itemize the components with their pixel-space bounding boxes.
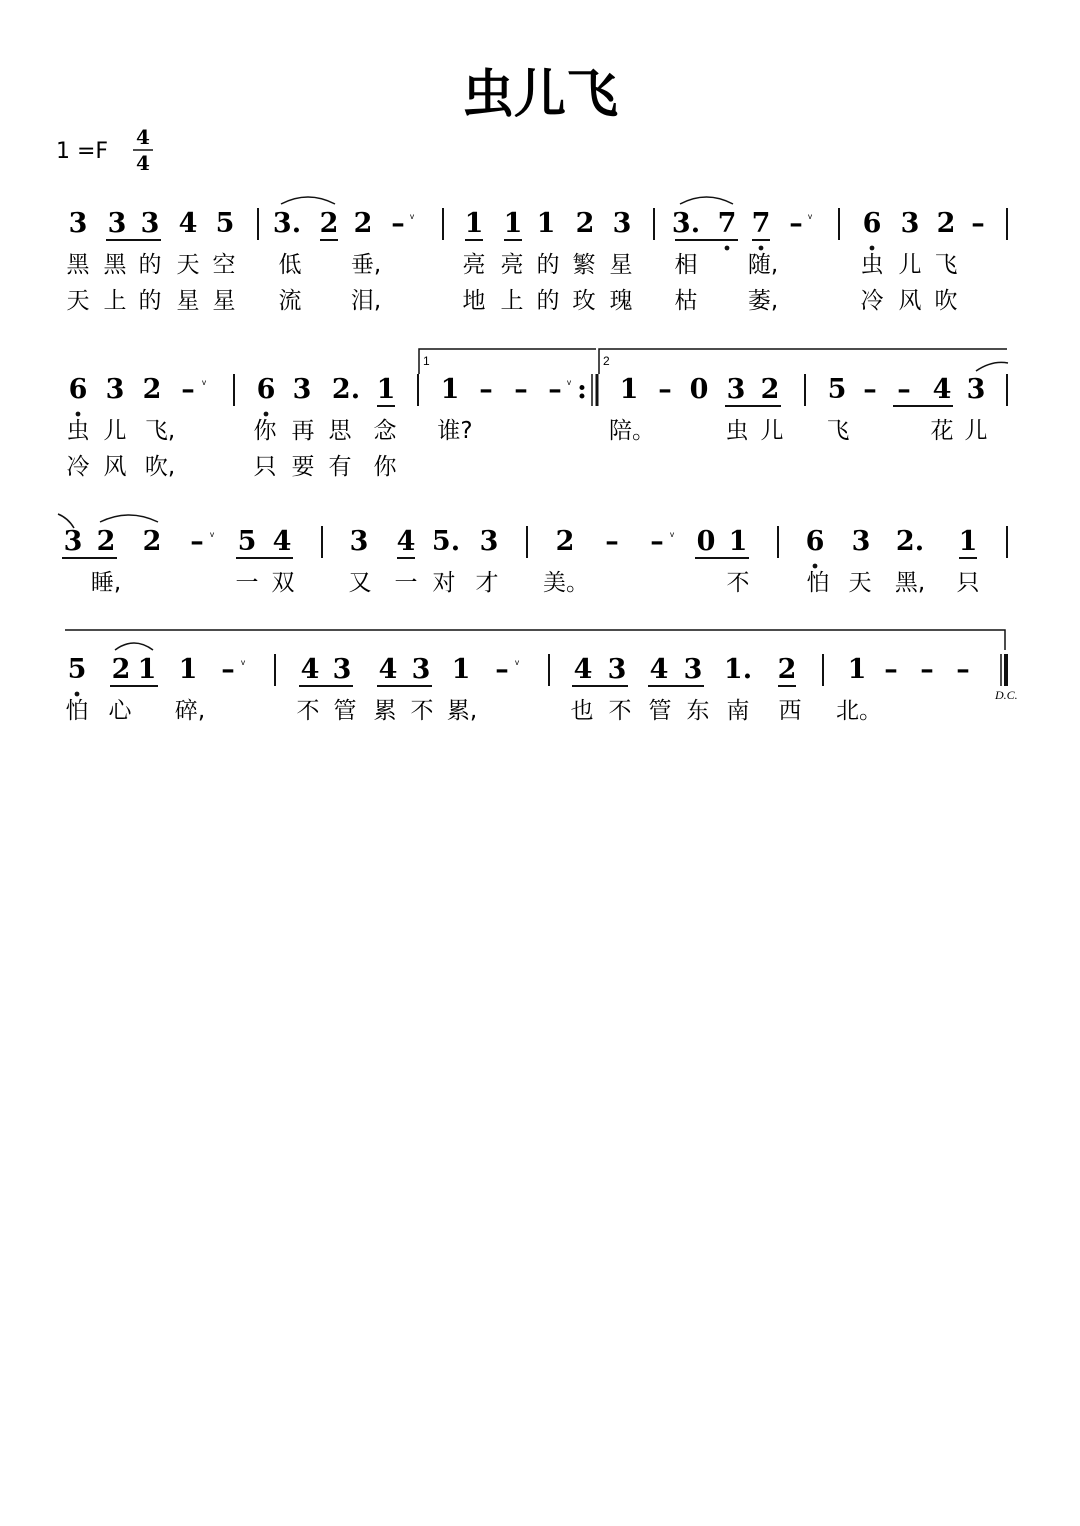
lyric-char: 相 <box>674 252 698 278</box>
note: 2 <box>142 526 162 557</box>
note: 1 <box>376 374 396 405</box>
note: 2 <box>936 208 956 239</box>
lyric-char: 黑, <box>894 570 926 596</box>
sustain-dash: – <box>658 374 672 405</box>
note: 6 <box>68 374 88 405</box>
lyric-char: 管 <box>333 698 357 724</box>
note: 2 <box>555 526 575 557</box>
note: 2. <box>895 526 925 557</box>
lyric-char: 的 <box>138 252 162 278</box>
lyric-char: 飞 <box>934 252 958 278</box>
lyric-char: 也 <box>570 698 594 724</box>
note: 3 <box>332 654 352 685</box>
lyric-char: 繁 <box>572 252 596 278</box>
lyric-char: 不 <box>410 698 434 724</box>
lyric-char: 风 <box>103 454 127 480</box>
sustain-dash: – <box>789 208 803 239</box>
note: 3 <box>68 208 88 239</box>
note: 3 <box>140 208 160 239</box>
lyric-char: 的 <box>138 288 162 314</box>
lyric-char: 一 <box>394 570 418 596</box>
lyric-char: 儿 <box>760 418 784 444</box>
lyric-char: 虫 <box>725 418 749 444</box>
note: 3. <box>671 208 701 239</box>
breath-mark: ᵛ <box>808 211 812 225</box>
note: 5 <box>215 208 235 239</box>
sustain-dash: – <box>479 374 493 405</box>
note: 3 <box>479 526 499 557</box>
note: 2 <box>760 374 780 405</box>
lyric-char: 的 <box>536 288 560 314</box>
note: 0 <box>696 526 716 557</box>
lyric-char: 黑 <box>103 252 127 278</box>
volta-label-2: 2 <box>603 354 610 368</box>
note: 4 <box>272 526 292 557</box>
lyric-char: 萎, <box>747 288 779 314</box>
note: 3 <box>612 208 632 239</box>
volta-label-1: 1 <box>423 354 430 368</box>
note: 2 <box>353 208 373 239</box>
lyric-char: 一 <box>235 570 259 596</box>
lyric-char: 你 <box>373 454 397 480</box>
low-octave-dot <box>725 246 730 251</box>
note: 2 <box>111 654 131 685</box>
note: 6 <box>862 208 882 239</box>
lyric-char: 你 <box>253 418 277 444</box>
sustain-dash: – <box>971 208 985 239</box>
lyric-char: 累, <box>446 698 478 724</box>
lyric-char: 风 <box>898 288 922 314</box>
sustain-dash: – <box>956 654 970 685</box>
time-signature-denominator: 4 <box>136 151 150 175</box>
lyric-char: 飞 <box>826 418 850 444</box>
breath-mark: ᵛ <box>410 211 414 225</box>
note: 3. <box>272 208 302 239</box>
sustain-dash: – <box>221 654 235 685</box>
slur <box>100 515 158 522</box>
note: 4 <box>300 654 320 685</box>
lyric-char: 天 <box>176 252 200 278</box>
note: 1 <box>503 208 523 239</box>
sustain-dash: – <box>495 654 509 685</box>
note: 2 <box>575 208 595 239</box>
lyric-char: 不 <box>726 570 750 596</box>
lyric-char: 双 <box>271 570 295 596</box>
lyric-char: 星 <box>212 288 236 314</box>
lyric-char: 空 <box>212 252 236 278</box>
breath-mark: ᵛ <box>515 657 519 671</box>
note: 5. <box>431 526 461 557</box>
dc-mark: D.C. <box>995 688 1018 702</box>
note: 2 <box>96 526 116 557</box>
note: 5 <box>237 526 257 557</box>
low-octave-dot <box>264 412 269 417</box>
lyric-char: 不 <box>608 698 632 724</box>
lyric-char: 天 <box>848 570 872 596</box>
lyric-char: 管 <box>648 698 672 724</box>
sustain-dash: – <box>650 526 664 557</box>
lyric-char: 花 <box>930 418 954 444</box>
lyric-char: 枯 <box>674 288 698 314</box>
note: 1 <box>958 526 978 557</box>
note: 7 <box>717 208 737 239</box>
note: 3 <box>63 526 83 557</box>
lyric-char: 流 <box>278 288 302 314</box>
lyric-char: 泪, <box>350 288 382 314</box>
note: 3 <box>411 654 431 685</box>
note: 5 <box>827 374 847 405</box>
lyric-char: 儿 <box>898 252 922 278</box>
note: 0 <box>689 374 709 405</box>
lyric-char: 念 <box>373 418 397 444</box>
lyric-char: 儿 <box>964 418 988 444</box>
lyric-char: 美。 <box>543 570 589 596</box>
lyric-char: 西 <box>778 698 802 724</box>
lyric-char: 冷 <box>66 454 90 480</box>
sustain-dash: – <box>391 208 405 239</box>
note: 1 <box>847 654 867 685</box>
lyric-char: 虫 <box>860 252 884 278</box>
time-signature-numerator: 4 <box>136 125 150 149</box>
breath-mark: ᵛ <box>241 657 245 671</box>
lyric-char: 有 <box>328 454 352 480</box>
lyric-char: 虫 <box>66 418 90 444</box>
volta-bracket-1 <box>419 349 596 374</box>
lyric-char: 吹, <box>144 454 176 480</box>
low-octave-dot <box>759 246 764 251</box>
lyric-char: 陪。 <box>609 418 655 444</box>
lyric-char: 南 <box>726 698 750 724</box>
lyric-char: 怕 <box>65 698 89 724</box>
lyric-char: 吹 <box>934 288 958 314</box>
note: 3 <box>105 374 125 405</box>
lyric-char: 谁? <box>437 418 473 444</box>
note: 6 <box>256 374 276 405</box>
note: 1 <box>728 526 748 557</box>
breath-mark: ᵛ <box>670 529 674 543</box>
note: 3 <box>851 526 871 557</box>
lyric-char: 对 <box>432 570 456 596</box>
dc-bracket <box>65 630 1005 650</box>
lyric-char: 黑 <box>66 252 90 278</box>
lyric-char: 不 <box>296 698 320 724</box>
note: 4 <box>378 654 398 685</box>
note: 1 <box>440 374 460 405</box>
note: 1. <box>723 654 753 685</box>
lyric-char: 思 <box>328 418 352 444</box>
lyric-char: 碎, <box>174 698 206 724</box>
lyric-char: 的 <box>536 252 560 278</box>
low-octave-dot <box>870 246 875 251</box>
lyric-char: 上 <box>500 288 524 314</box>
note: 7 <box>751 208 771 239</box>
note: 6 <box>805 526 825 557</box>
breath-mark: ᵛ <box>210 529 214 543</box>
low-octave-dot <box>75 692 80 697</box>
note: 3 <box>607 654 627 685</box>
note: 1 <box>137 654 157 685</box>
note: 2 <box>319 208 339 239</box>
repeat-dots: : <box>577 374 587 405</box>
note: 3 <box>292 374 312 405</box>
note: 1 <box>178 654 198 685</box>
lyric-char: 上 <box>103 288 127 314</box>
breath-mark: ᵛ <box>567 377 571 391</box>
lyric-char: 再 <box>291 418 315 444</box>
key-signature: 1 =F <box>56 139 109 164</box>
low-octave-dot <box>813 564 818 569</box>
note: 2 <box>142 374 162 405</box>
sustain-dash: – <box>190 526 204 557</box>
sustain-dash: – <box>181 374 195 405</box>
sustain-dash: – <box>897 374 911 405</box>
note: 2. <box>331 374 361 405</box>
breath-mark: ᵛ <box>202 377 206 391</box>
note: 5 <box>67 654 87 685</box>
lyric-char: 亮 <box>500 252 524 278</box>
note: 3 <box>966 374 986 405</box>
lyric-char: 星 <box>609 252 633 278</box>
lyric-char: 东 <box>686 698 710 724</box>
note: 3 <box>900 208 920 239</box>
lyric-char: 地 <box>462 288 486 314</box>
lyric-char: 垂, <box>350 252 382 278</box>
sustain-dash: – <box>863 374 877 405</box>
lyric-char: 心 <box>108 698 132 724</box>
sustain-dash: – <box>514 374 528 405</box>
note: 4 <box>932 374 952 405</box>
note: 1 <box>619 374 639 405</box>
lyric-char: 瑰 <box>609 288 633 314</box>
lyric-char: 星 <box>176 288 200 314</box>
sustain-dash: – <box>605 526 619 557</box>
tie-out <box>976 362 1008 371</box>
note: 4 <box>178 208 198 239</box>
slur <box>115 643 153 650</box>
lyric-char: 儿 <box>103 418 127 444</box>
lyric-char: 只 <box>956 570 980 596</box>
note: 4 <box>396 526 416 557</box>
lyric-char: 随, <box>747 252 779 278</box>
lyric-char: 低 <box>278 252 302 278</box>
note: 3 <box>683 654 703 685</box>
note: 4 <box>573 654 593 685</box>
sustain-dash: – <box>548 374 562 405</box>
lyric-char: 累 <box>373 698 397 724</box>
lyric-char: 冷 <box>860 288 884 314</box>
page-title: 虫儿飞 <box>461 65 619 125</box>
lyric-char: 又 <box>348 570 372 596</box>
lyric-char: 怕 <box>806 570 830 596</box>
note: 3 <box>726 374 746 405</box>
lyric-char: 只 <box>253 454 277 480</box>
lyric-char: 睡, <box>90 570 122 596</box>
slur <box>680 197 733 204</box>
lyric-char: 天 <box>66 288 90 314</box>
note: 2 <box>777 654 797 685</box>
note: 3 <box>349 526 369 557</box>
lyric-char: 要 <box>291 454 315 480</box>
note: 1 <box>464 208 484 239</box>
lyric-char: 才 <box>475 570 499 596</box>
lyric-char: 玫 <box>572 288 596 314</box>
slur <box>281 197 335 204</box>
lyric-char: 亮 <box>462 252 486 278</box>
sustain-dash: – <box>884 654 898 685</box>
note: 3 <box>107 208 127 239</box>
note: 1 <box>536 208 556 239</box>
sustain-dash: – <box>920 654 934 685</box>
low-octave-dot <box>76 412 81 417</box>
note: 4 <box>649 654 669 685</box>
lyric-char: 北。 <box>836 698 882 724</box>
volta-bracket-2 <box>599 349 1007 374</box>
note: 1 <box>451 654 471 685</box>
lyric-char: 飞, <box>144 418 176 444</box>
